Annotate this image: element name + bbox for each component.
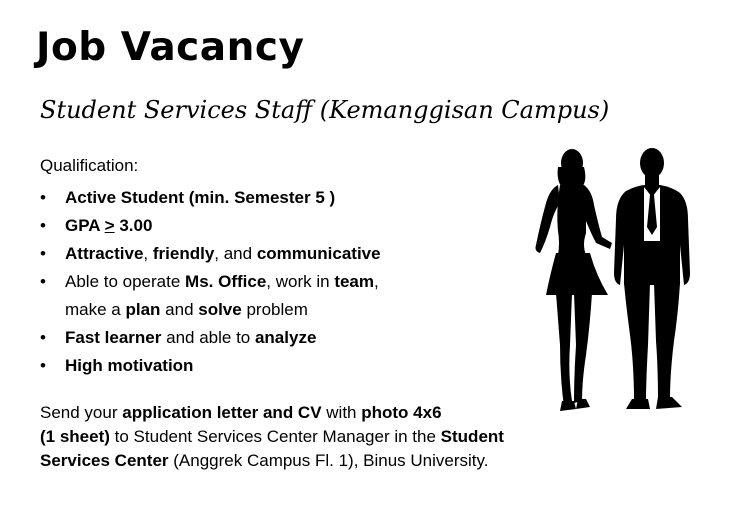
list-item [40, 352, 460, 380]
instruction-line: Services Center (Anggrek Campus Fl. 1), Binus University. [40, 451, 489, 470]
list-item [40, 212, 460, 240]
qualification-text: Fast learner and able to analyze [65, 328, 317, 347]
job-subtitle: Student Services Staff (Kemanggisan Campus) [40, 96, 610, 124]
qualification-text: Active Student (min. Semester 5 ) [65, 188, 336, 207]
qualification-label: Qualification: [40, 156, 139, 175]
application-instructions [40, 401, 580, 473]
qualification-text-line2: make a plan and solve problem [65, 300, 308, 319]
page-title: Job Vacancy [36, 25, 305, 70]
qualification-text: GPA > 3.00 [65, 216, 153, 235]
silhouette-couple-icon [520, 145, 700, 415]
bullet-icon: • [40, 188, 46, 207]
qualification-text: High motivation [65, 356, 194, 375]
bullet-icon: • [40, 244, 46, 263]
instruction-line: (1 sheet) to Student Services Center Manager in the Student [40, 427, 504, 446]
bullet-icon: • [40, 328, 46, 347]
bullet-icon: • [40, 272, 46, 291]
list-item [40, 184, 460, 212]
instruction-line: Send your application letter and CV with photo 4x6 [40, 403, 442, 422]
qualification-text: Able to operate Ms. Office, work in team, [65, 272, 379, 291]
bullet-icon: • [40, 356, 46, 375]
bullet-icon: • [40, 216, 46, 235]
list-item [40, 324, 460, 352]
qualification-text: Attractive, friendly, and communicative [65, 244, 381, 263]
qualification-list [40, 184, 460, 380]
list-item [40, 240, 460, 268]
list-item [40, 268, 460, 324]
